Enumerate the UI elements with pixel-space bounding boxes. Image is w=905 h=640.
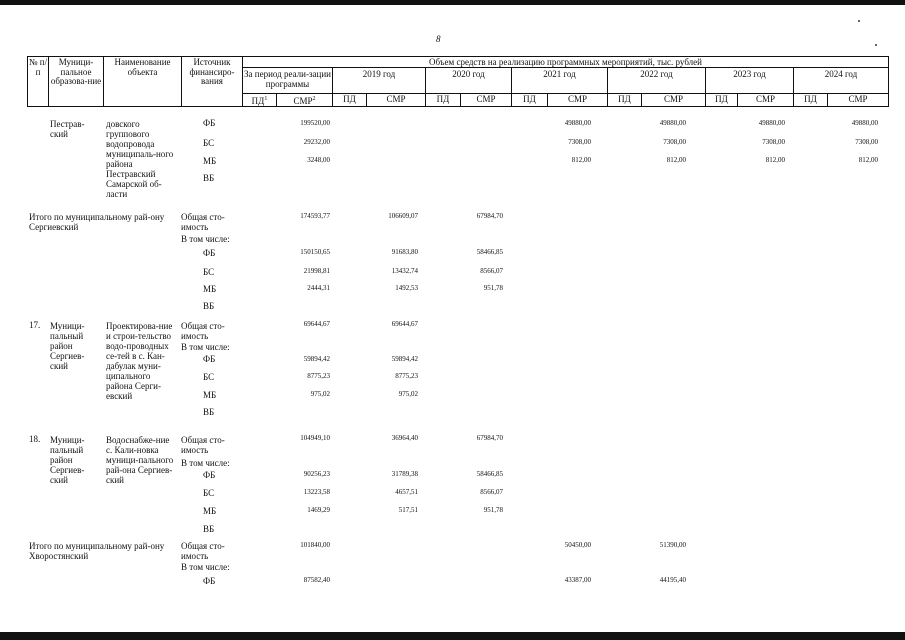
source-cell: МБ (203, 390, 217, 400)
object-name-cell: довского группового водопровода муниципаль-ного района Пестравский Самарской об-ласти (106, 119, 174, 199)
including-label: В том числе: (181, 562, 230, 572)
object-name-cell: Проектирова-ние и строи-тельство водо-проводных се-тей в с. Кан-дабулак муни-ципального района Серги-евский (106, 321, 173, 401)
value-total: 975,02 (310, 390, 330, 398)
source-cell: ФБ (203, 248, 216, 258)
value-total: 29232,00 (303, 138, 330, 146)
scan-speck (875, 44, 877, 46)
source-total-cell: Общая сто-имость (181, 212, 225, 232)
value-total: 2444,31 (307, 284, 330, 292)
value-2020: 951,78 (483, 506, 503, 514)
header-smr: СМР (567, 94, 587, 104)
source-total-cell: Общая сто-имость (181, 541, 225, 561)
value-2020: 951,78 (483, 284, 503, 292)
value-2023: 7308,00 (762, 138, 785, 146)
header-year-2024: 2024 год (824, 69, 858, 79)
source-cell: МБ (203, 284, 217, 294)
municipality-cell: Пестрав-ский (50, 119, 85, 139)
source-cell: ФБ (203, 576, 216, 586)
header-year-2023: 2023 год (733, 69, 766, 79)
value-total: 199520,00 (300, 119, 330, 127)
value-total: 69644,67 (303, 320, 330, 328)
value-2019: 517,51 (398, 506, 418, 514)
municipality-cell: Муници-пальный район Сергиев-ский (50, 321, 85, 371)
scan-speck (858, 20, 860, 22)
source-cell: БС (203, 267, 215, 277)
header-source: Источник финансиро-вания (189, 57, 235, 86)
total-label: Итого по муниципальному рай-ону Сергиевский (29, 212, 165, 232)
value-total: 104949,10 (300, 434, 330, 442)
value-total: 1469,29 (307, 506, 330, 514)
value-2020: 58466,85 (476, 248, 503, 256)
value-2022: 44195,40 (659, 576, 686, 584)
value-total: 13223,58 (303, 488, 330, 496)
header-smr: СМР (386, 94, 406, 104)
value-2019: 1492,53 (395, 284, 418, 292)
source-cell: ФБ (203, 354, 216, 364)
value-2019: 8775,23 (395, 372, 418, 380)
value-2019: 59894,42 (391, 355, 418, 363)
value-2019: 13432,74 (391, 267, 418, 275)
header-municipality: Муници-пальное образова-ние (50, 57, 102, 86)
header-num: № п/п (28, 57, 48, 77)
value-2023: 812,00 (765, 156, 785, 164)
source-cell: ФБ (203, 118, 216, 128)
including-label: В том числе: (181, 234, 230, 244)
header-pd: ПД (523, 94, 536, 104)
value-2020: 67984,70 (476, 434, 503, 442)
value-2019: 36964,40 (391, 434, 418, 442)
header-pd: ПД (715, 94, 728, 104)
value-total: 3248,00 (307, 156, 330, 164)
value-2019: 31789,38 (391, 470, 418, 478)
header-pd: ПД (436, 94, 450, 104)
header-year-2020: 2020 год (452, 69, 485, 79)
value-2021: 812,00 (571, 156, 591, 164)
object-name-cell: Водоснабже-ние с. Кали-новка муници-пального рай-она Сергиев-ский (106, 435, 174, 485)
value-2020: 58466,85 (476, 470, 503, 478)
source-cell: ВБ (203, 301, 215, 311)
value-2022: 7308,00 (663, 138, 686, 146)
value-total: 21998,81 (303, 267, 330, 275)
value-2024: 812,00 (858, 156, 878, 164)
source-cell: ВБ (203, 524, 215, 534)
source-total-cell: Общая сто-имость (181, 435, 225, 455)
value-2024: 49880,00 (851, 119, 878, 127)
total-label: Итого по муниципальному рай-ону Хворостянский (29, 541, 165, 561)
value-2019: 91683,80 (391, 248, 418, 256)
value-2022: 51390,00 (659, 541, 686, 549)
table-header (27, 56, 889, 107)
row-number: 17. (29, 320, 41, 330)
header-pd: ПД (343, 94, 356, 104)
header-smr-period: СМР$^2$ (293, 96, 316, 106)
source-cell: МБ (203, 156, 217, 166)
municipality-cell: Муници-пальный район Сергиев-ский (50, 435, 85, 485)
header-volume: Объем средств на реализацию программных мероприятий, тыс. рублей (429, 57, 702, 67)
scan-bottom-border (0, 632, 905, 640)
header-pd-period: $ПД^1$ (251, 96, 268, 106)
header-smr: СМР (755, 94, 775, 104)
source-cell: БС (203, 138, 215, 148)
value-total: 150150,65 (300, 248, 330, 256)
header-year-2019: 2019 год (362, 69, 396, 79)
row-number: 18. (29, 434, 41, 444)
source-cell: БС (203, 488, 215, 498)
header-pd: ПД (618, 94, 631, 104)
value-total: 87582,40 (303, 576, 330, 584)
value-2019: 69644,67 (391, 320, 418, 328)
header-period: За период реали-зации программы (244, 69, 331, 89)
including-label: В том числе: (181, 342, 230, 352)
page-number: 8 (436, 34, 441, 44)
value-2020: 8566,07 (480, 488, 503, 496)
value-2019: 106609,07 (388, 212, 418, 220)
source-cell: МБ (203, 506, 217, 516)
value-2020: 67984,70 (476, 212, 503, 220)
value-total: 101840,00 (300, 541, 330, 549)
header-pd: ПД (804, 94, 817, 104)
value-total: 174593,77 (300, 212, 330, 220)
value-2021: 43387,00 (564, 576, 591, 584)
header-smr: СМР (848, 94, 868, 104)
including-label: В том числе: (181, 458, 230, 468)
value-2021: 50450,00 (564, 541, 591, 549)
value-2020: 8566,07 (480, 267, 503, 275)
value-total: 59894,42 (303, 355, 330, 363)
header-smr: СМР (663, 94, 683, 104)
value-total: 8775,23 (307, 372, 330, 380)
source-cell: ВБ (203, 173, 215, 183)
value-total: 90256,23 (303, 470, 330, 478)
value-2021: 7308,00 (568, 138, 591, 146)
source-cell: БС (203, 372, 215, 382)
source-total-cell: Общая сто-имость (181, 321, 225, 341)
source-cell: ВБ (203, 407, 215, 417)
value-2023: 49880,00 (758, 119, 785, 127)
header-year-2021: 2021 год (543, 69, 576, 79)
source-cell: ФБ (203, 470, 216, 480)
header-year-2022: 2022 год (640, 69, 673, 79)
value-2022: 812,00 (666, 156, 686, 164)
value-2019: 975,02 (398, 390, 418, 398)
value-2021: 49880,00 (564, 119, 591, 127)
header-object-name: Наименование объекта (114, 57, 171, 77)
value-2019: 4657,51 (395, 488, 418, 496)
value-2024: 7308,00 (855, 138, 878, 146)
value-2022: 49880,00 (659, 119, 686, 127)
header-smr: СМР (476, 94, 496, 104)
scan-top-border (0, 0, 905, 5)
